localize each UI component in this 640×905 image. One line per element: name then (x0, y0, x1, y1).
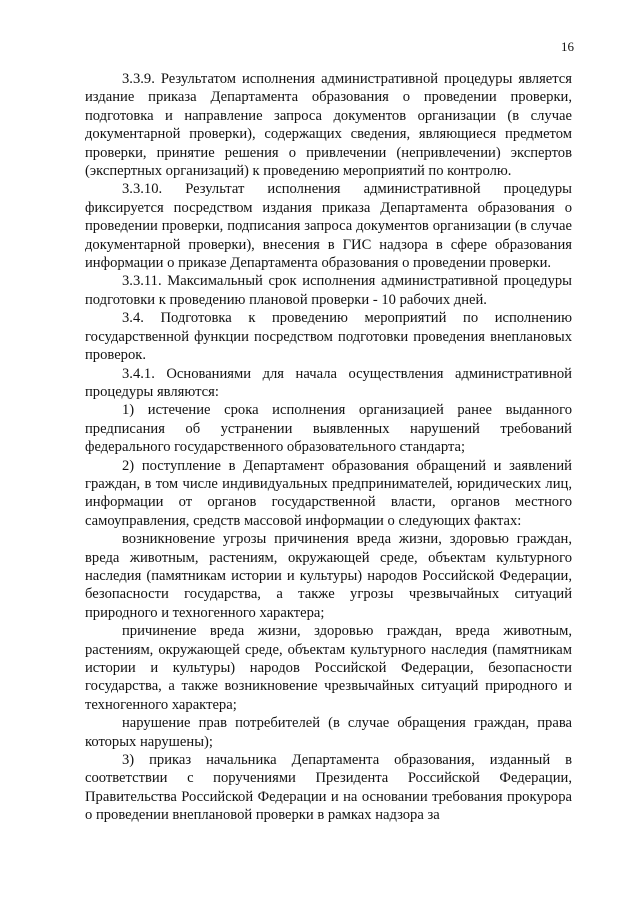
paragraph-3-4-1: 3.4.1. Основаниями для начала осуществления административной процедуры являются: (85, 365, 572, 400)
fact-consumer-rights: нарушение прав потребителей (в случае обращения граждан, права которых нарушены); (85, 715, 572, 750)
paragraph-3-3-11: 3.3.11. Максимальный срок исполнения административной процедуры подготовки к проведению плановой проверки - 10 рабочих дней. (85, 273, 572, 308)
list-item-3: 3) приказ начальника Департамента образования, изданный в соответствии с поручениями Президента Российской Федерации, Правительства Российской Федерации и на основании требования прокурора о проведении внеплановой проверки в рамках надзора за (85, 752, 572, 824)
list-item-2: 2) поступление в Департамент образования обращений и заявлений граждан, в том числе индивидуальных предпринимателей, юридических лиц, информации от органов государственной власти, органов местного самоуправления, средств массовой информации о следующих фактах: (85, 457, 572, 529)
page-number: 16 (561, 39, 574, 54)
fact-harm: причинение вреда жизни, здоровью граждан, вреда животным, растениям, окружающей среде, объектам культурного наследия (памятникам истории и культуры) народов Российской Федерации, безопасности государства, а также возникновение чрезвычайных ситуаций природного и техногенного характера; (85, 623, 572, 713)
paragraph-3-3-9: 3.3.9. Результатом исполнения административной процедуры является издание приказа Департамента образования о проведении проверки, подготовка и направление запроса документов организации (в случае документарной проверки), содержащих сведения, являющиеся предметом проверки, принятие решения о привлечении (непривлечении) экспертов (экспертных организаций) к проведению мероприятий по контролю. (85, 71, 572, 180)
paragraph-3-3-10: 3.3.10. Результат исполнения административной процедуры фиксируется посредством издания приказа Департамента образования о проведении проверки, подписания запроса документов организации (в случае документарной проверки), внесения в ГИС надзора в сфере образования информации о приказе Департамента образования о проведении проверки. (85, 181, 572, 272)
paragraph-3-4: 3.4. Подготовка к проведению мероприятий по исполнению государственной функции посредством подготовки проведения внеплановых проверок. (85, 310, 572, 364)
document-body (85, 70, 572, 825)
list-item-1: 1) истечение срока исполнения организацией ранее выданного предписания об устранении выявленных нарушений требований федерального государственного образовательного стандарта; (85, 402, 572, 456)
fact-threat: возникновение угрозы причинения вреда жизни, здоровью граждан, вреда животным, растениям, окружающей среде, объектам культурного наследия (памятникам истории и культуры) народов Российской Федерации, безопасности государства, а также угрозы чрезвычайных ситуаций природного и техногенного характера; (85, 531, 572, 621)
